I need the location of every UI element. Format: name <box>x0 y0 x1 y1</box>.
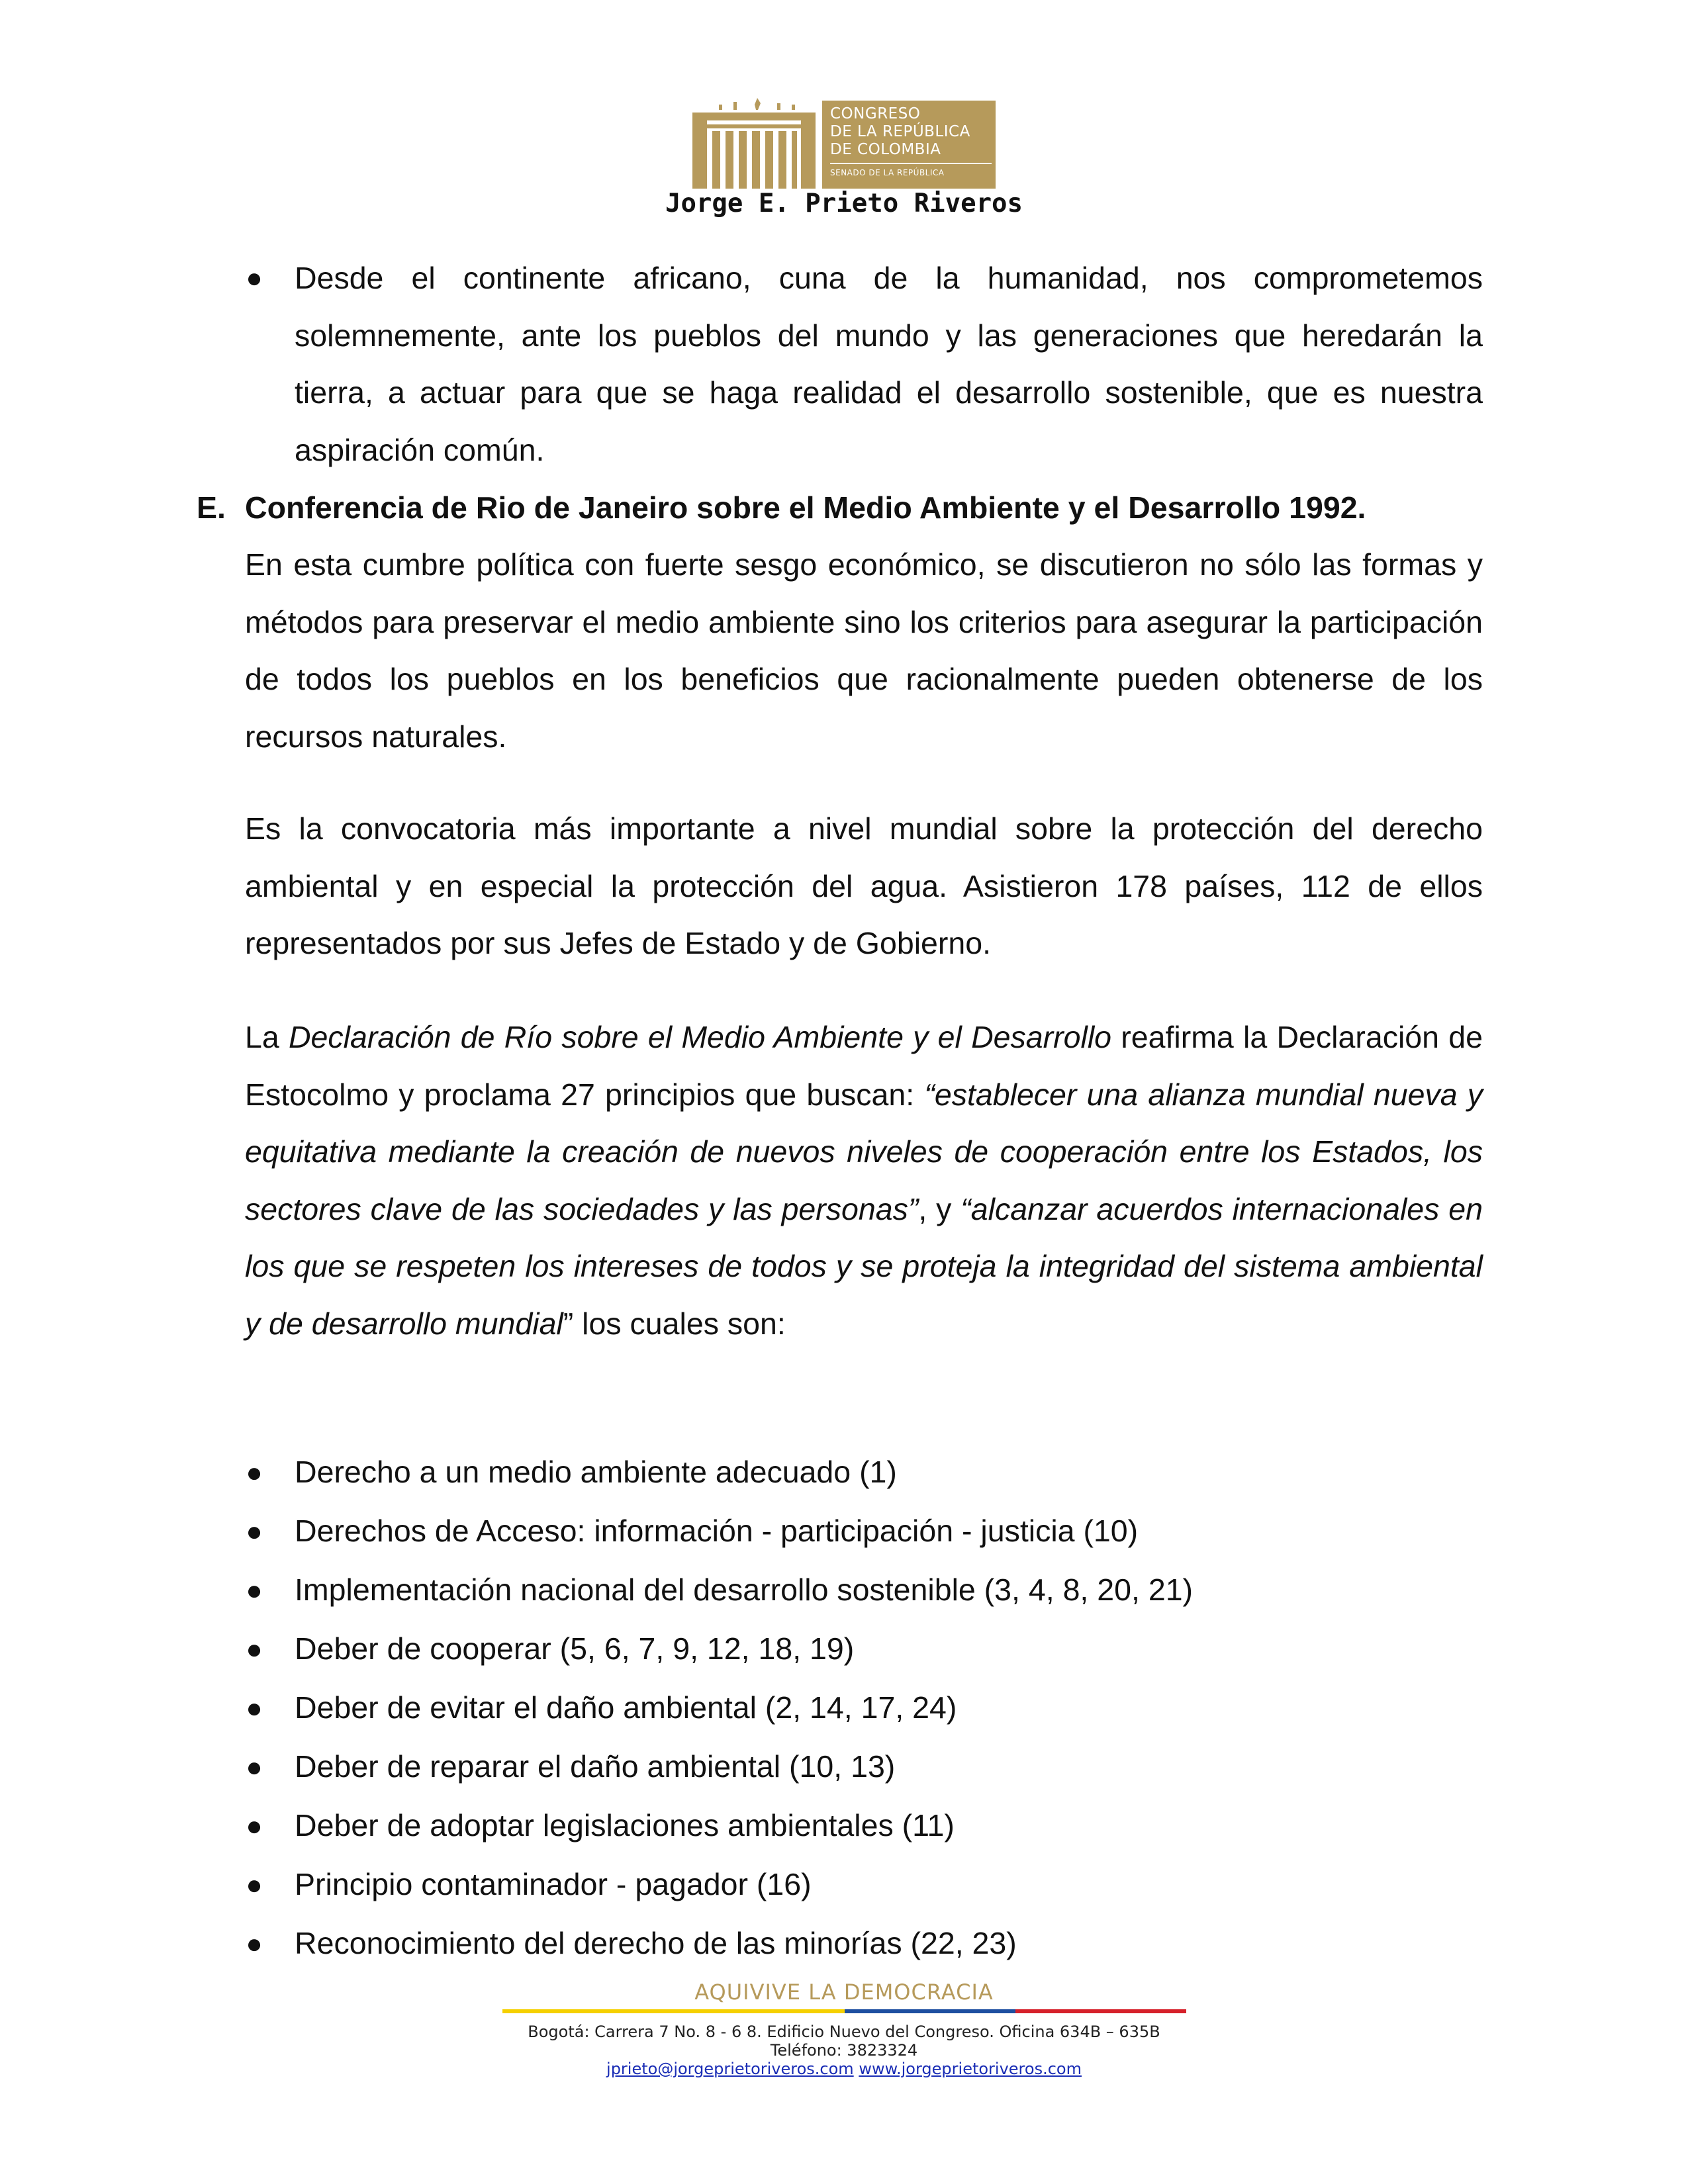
list-item <box>0 1619 1688 1678</box>
bullet-icon: ● <box>246 1869 263 1900</box>
intro-bullet-text: Desde el continente africano, cuna de la humanidad, nos comprometemos solemnemente, ante los pueblos del mundo y las generaciones que heredarán la tierra, a actuar para que se haga realidad el desarrollo sostenible, que es nuestra aspiración común. <box>295 261 1483 467</box>
list-item-text: Derecho a un medio ambiente adecuado (1) <box>295 1455 897 1489</box>
list-item-text: Deber de evitar el daño ambiental (2, 14, 17, 24) <box>295 1690 957 1725</box>
list-item <box>0 1443 1688 1502</box>
logo-subline: SENADO DE LA REPÚBLICA <box>830 168 945 177</box>
bullet-icon: ● <box>246 1692 263 1723</box>
list-item-text: Principio contaminador - pagador (16) <box>295 1867 812 1901</box>
bullet-icon: ● <box>246 1633 263 1664</box>
quote-2: “alcanzar acuerdos internacionales en los que se respeten los intereses de todos y se proteja la integridad del sistema ambiental y de desarrollo mundial <box>245 1191 1483 1341</box>
paragraph-3-text: , y <box>918 1191 961 1226</box>
website-link[interactable]: www.jorgeprietoriveros.com <box>859 2060 1082 2078</box>
list-item-text: Implementación nacional del desarrollo sostenible (3, 4, 8, 20, 21) <box>295 1572 1194 1607</box>
logo-text-line: DE LA REPÚBLICA <box>830 123 970 140</box>
list-item <box>0 1502 1688 1561</box>
declaration-title: Declaración de Río sobre el Medio Ambiente y el Desarrollo <box>288 1020 1112 1054</box>
paragraph-3-text: La <box>245 1020 289 1054</box>
list-item <box>0 1855 1688 1914</box>
paragraph-3 <box>245 1009 1483 1352</box>
list-item <box>0 1737 1688 1796</box>
flag-stripe-blue <box>845 2009 1015 2013</box>
list-item-text: Reconocimiento del derecho de las minorías (22, 23) <box>295 1926 1017 1960</box>
list-item-text: Deber de cooperar (5, 6, 7, 9, 12, 18, 19) <box>295 1631 855 1666</box>
logo-text-box <box>822 101 996 189</box>
section-heading: Conferencia de Rio de Janeiro sobre el Medio Ambiente y el Desarrollo 1992. <box>245 490 1366 525</box>
footer-phone: Teléfono: 3823324 <box>770 2041 918 2060</box>
flag-stripe <box>502 2009 1186 2013</box>
congress-logo <box>692 98 996 189</box>
principles-list <box>0 1443 1688 1973</box>
flag-stripe-red <box>1015 2009 1186 2013</box>
logo-divider <box>830 163 992 164</box>
bullet-icon: ● <box>246 1457 263 1488</box>
email-link[interactable]: jprieto@jorgeprietoriveros.com <box>606 2060 854 2078</box>
capitol-building-icon <box>692 98 816 189</box>
paragraph-3-text: reafirma la Declaración de Estocolmo y proclama 27 principios que buscan: <box>245 1020 1483 1112</box>
paragraph-1: En esta cumbre política con fuerte sesgo económico, se discutieron no sólo las formas y métodos para preservar el medio ambiente sino los criterios para asegurar la participación de todos los pueblos en los beneficios que racionalmente pueden obtenerse de los recursos naturales. <box>245 547 1483 754</box>
list-item-text: Derechos de Acceso: información - participación - justicia (10) <box>295 1514 1139 1548</box>
paragraph-3-text: ” los cuales son: <box>563 1306 786 1341</box>
list-item-text: Deber de adoptar legislaciones ambientales (11) <box>295 1808 955 1843</box>
footer-address: Bogotá: Carrera 7 No. 8 - 6 8. Edificio Nuevo del Congreso. Oficina 634B – 635B <box>528 2023 1160 2041</box>
flag-stripe-yellow <box>502 2009 845 2013</box>
bullet-icon: ● <box>246 262 263 293</box>
list-item <box>0 1914 1688 1973</box>
footer-links <box>0 2060 1688 2078</box>
bullet-icon: ● <box>246 1516 263 1547</box>
footer-slogan: AQUIVIVE LA DEMOCRACIA <box>694 1979 994 2005</box>
logo-text-line: DE COLOMBIA <box>830 141 941 158</box>
bullet-icon: ● <box>246 1574 263 1606</box>
author-name: Jorge E. Prieto Riveros <box>665 189 1023 218</box>
list-item <box>0 1561 1688 1619</box>
paragraph-2: Es la convocatoria más importante a nivel mundial sobre la protección del derecho ambiental y en especial la protección del agua. Asistieron 178 países, 112 de ellos representados por sus Jefes de Estado y de Gobierno. <box>245 811 1483 960</box>
bullet-icon: ● <box>246 1751 263 1782</box>
list-item-text: Deber de reparar el daño ambiental (10, 13) <box>295 1749 896 1784</box>
list-item <box>0 1678 1688 1737</box>
bullet-icon: ● <box>246 1810 263 1841</box>
quote-1: “establecer una alianza mundial nueva y equitativa mediante la creación de nuevos niveles de cooperación entre los Estados, los sectores clave de las sociedades y las personas” <box>245 1077 1483 1226</box>
section-letter: E. <box>197 490 226 525</box>
list-item <box>0 1796 1688 1855</box>
bullet-icon: ● <box>246 1928 263 1959</box>
logo-text-line: CONGRESO <box>830 105 921 122</box>
